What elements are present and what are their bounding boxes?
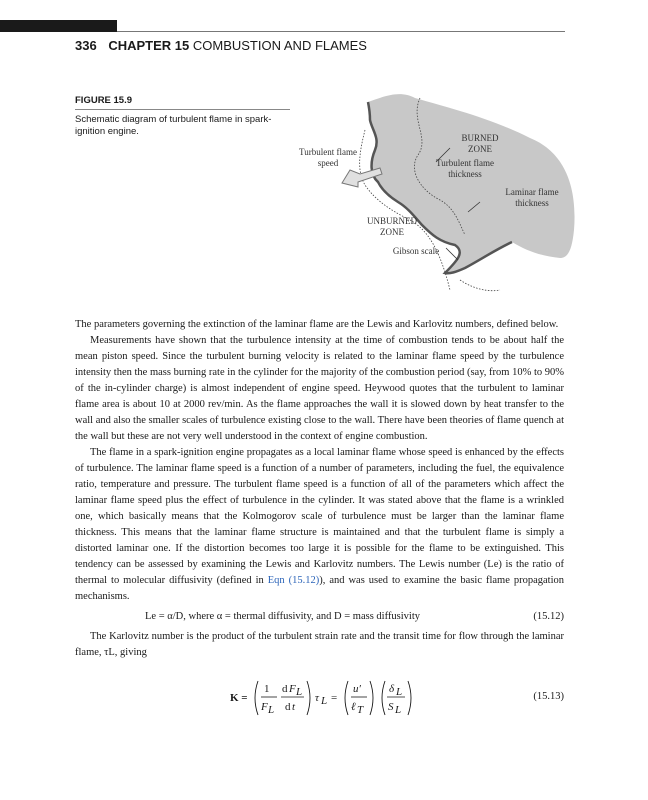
svg-text:F: F [289,683,296,695]
eqn-15-12-link[interactable]: Eqn (15.12) [267,575,320,586]
svg-text:L: L [396,686,403,698]
svg-text:τ: τ [315,692,319,704]
label-laminar-flame-thickness-2: thickness [515,198,549,208]
svg-text:F: F [261,701,268,713]
figure-label: FIGURE 15.9 [75,95,290,110]
karlovitz-equation [230,675,470,721]
gibson-arrow [446,248,458,260]
svg-text:L: L [395,704,402,716]
svg-text:S: S [388,701,394,713]
label-burned-zone-2: ZONE [468,144,492,154]
paragraph-2: Measurements have shown that the turbulence intensity at the time of combustion tends to be about half the mean piston speed. Since the turbulent burning velocity is related to the laminar flame speed by the turbulence intensity then the mass burning rate in the cylinder for the majority of the combustion period (say, from 10% to 90% of the in-cylinder charge) is almost independent of engine speed. Heywood quotes that the turbulent to laminar flame area is about 10 at 2000 rev/min. As the flame approaches the wall it is slowed down by heat transfer to the wall and also the smaller scales of turbulence existing close to the wall. There have been theories of flame quench at the wall but these are not very well understood in the context of engine combustion. [75,335,564,442]
equation-15-12-number: (15.12) [533,611,564,622]
page-number: 336 [75,38,97,53]
paragraph-3-text-b: ), and was used to examine the basic flame propagation mechanisms. [75,575,564,602]
chapter-title: COMBUSTION AND FLAMES [192,38,367,53]
label-turbulent-flame-thickness-1: Turbulent flame [436,158,494,168]
paragraph-1: The parameters governing the extinction of the laminar flame are the Lewis and Karlovitz numbers, defined below. [75,319,559,330]
svg-text:L: L [321,695,328,707]
header-rule [117,31,565,32]
svg-text:1: 1 [264,683,270,695]
svg-text:d: d [282,683,288,695]
svg-text:d: d [285,701,291,713]
label-turbulent-flame-speed-1: Turbulent flame [299,147,357,157]
label-laminar-flame-thickness-1: Laminar flame [505,187,559,197]
svg-text:t: t [292,701,296,713]
svg-text:K =: K = [230,692,248,704]
label-gibson-scale: Gibson scale [392,246,440,256]
label-unburned-zone-2: ZONE [380,227,404,237]
paragraph-3-text-a: The flame in a spark-ignition engine propagates as a local laminar flame whose speed is enhanced by the effects of turbulence. The laminar flame speed is a function of a number of parameters, including the fuel, the equivalence ratio, temperature and pressure. The turbulent flame speed is a function of all of the parameters which affect the laminar flame speed plus the effect of turbulence in the cylinder. It was stated above that the flame is a wrinkled one, which basically means that the Kolmogorov scale of turbulence must be larger than the laminar flame thickness. This means that the laminar flame structure is maintained and that the turbulent flame is simply a distorted laminar one. If the distortion becomes too large it is possible for the flame to be extinguished. This tendency can be assessed by examining the Lewis and Karlovitz numbers. The Lewis number (Le) is the ratio of thermal to molecular diffusivity (defined in [75,447,564,586]
gibson-scale-curve [460,280,500,291]
label-unburned-zone-1: UNBURNED [366,216,418,226]
header-bar [0,20,117,32]
equation-15-12-body: Le = α/D, where α = thermal diffusivity, and D = mass diffusivity [145,611,420,622]
paragraph-3 [75,445,564,605]
label-turbulent-flame-speed-2: speed [317,158,339,168]
paragraph-4: The Karlovitz number is the product of the turbulent strain rate and the transit time for flow through the laminar flame, τL, giving [75,631,564,658]
chapter-label: CHAPTER 15 [108,38,190,53]
body-text [75,317,564,721]
label-burned-zone-1: BURNED [461,133,499,143]
svg-text:u′: u′ [353,683,361,695]
svg-text:L: L [296,686,303,698]
equation-15-13-number: (15.13) [533,691,564,702]
equation-15-12 [75,607,564,629]
label-turbulent-flame-thickness-2: thickness [448,169,482,179]
running-header [75,38,367,53]
equation-15-13 [75,675,564,721]
svg-text:L: L [268,704,275,716]
turbulent-flame-diagram [290,90,580,300]
svg-text:T: T [357,704,364,716]
svg-text:δ: δ [389,683,395,695]
svg-text:ℓ: ℓ [351,701,356,713]
svg-text:=: = [331,692,338,704]
figure-caption: Schematic diagram of turbulent flame in spark-ignition engine. [75,114,272,137]
